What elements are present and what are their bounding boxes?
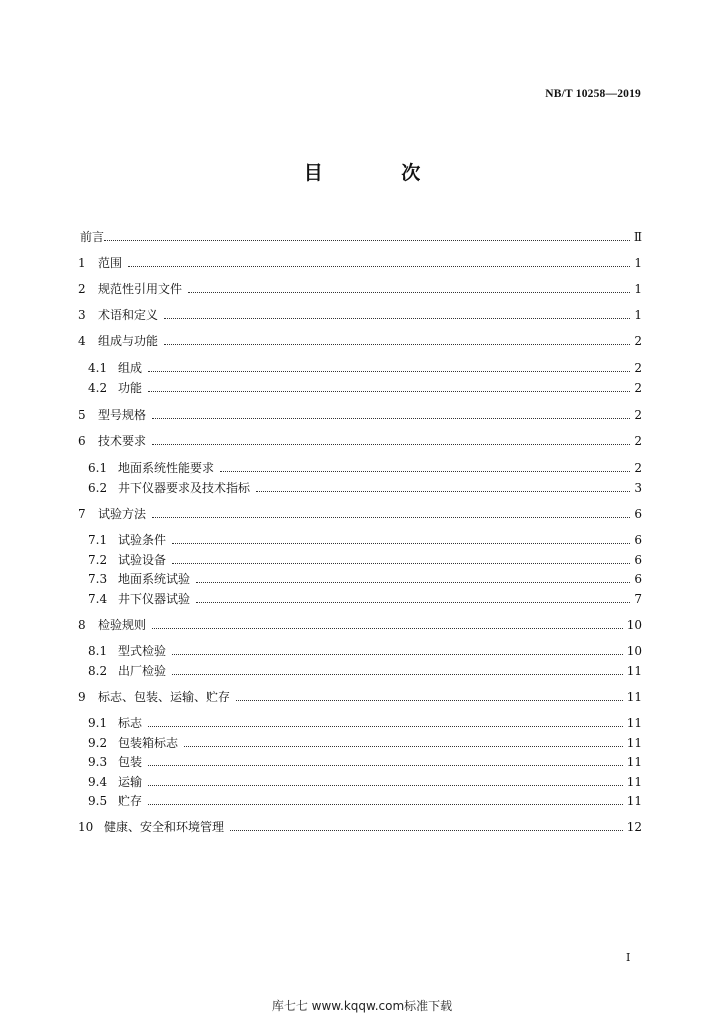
toc-entry-page: 11: [626, 775, 642, 789]
toc-entry-page: 11: [626, 716, 642, 730]
toc-entry[interactable]: [78, 226, 642, 244]
toc-entry-number: 4.1: [88, 361, 108, 375]
toc-entry-page: 6: [634, 572, 642, 586]
toc-entry-label: 井下仪器要求及技术指标: [118, 481, 251, 495]
toc-entry-page: 2: [634, 381, 642, 395]
toc-entry-number: 7.3: [88, 572, 108, 586]
toc-entry-number: 6: [78, 434, 86, 448]
toc-entry[interactable]: [78, 614, 642, 632]
toc-entry-page: 11: [626, 736, 642, 750]
toc-entry-number: 8.2: [88, 664, 108, 678]
standard-number: NB/T 10258—2019: [545, 88, 641, 100]
dot-leader: [148, 370, 630, 372]
toc-entry-page: 10: [626, 618, 642, 632]
toc-entry-number: 10: [78, 820, 94, 834]
toc-entry-label: 标志: [118, 716, 143, 730]
dot-leader: [152, 627, 623, 629]
toc-entry[interactable]: [88, 377, 642, 395]
dot-leader: [196, 581, 630, 583]
toc-entry[interactable]: [88, 660, 642, 678]
toc-entry-page: 1: [634, 282, 642, 296]
toc-entry-page: 2: [634, 361, 642, 375]
toc-entry-number: 7.4: [88, 592, 108, 606]
toc-entry-page: 1: [634, 256, 642, 270]
toc-entry[interactable]: [88, 568, 642, 586]
toc-entry-label: 技术要求: [98, 434, 147, 448]
toc-entry-label: 型式检验: [118, 644, 167, 658]
toc-entry-label: 试验方法: [98, 507, 147, 521]
toc-entry-number: 2: [78, 282, 86, 296]
dot-leader: [236, 699, 623, 701]
toc-entry-number: 4: [78, 334, 86, 348]
dot-leader: [230, 829, 623, 831]
dot-leader: [152, 516, 630, 518]
toc-entry-number: 6.1: [88, 461, 108, 475]
dot-leader: [148, 803, 623, 805]
toc-entry[interactable]: [78, 252, 642, 270]
toc-entry-label: 运输: [118, 775, 143, 789]
toc-entry-page: 6: [634, 553, 642, 567]
toc-entry-number: 3: [78, 308, 86, 322]
toc-entry-page: Ⅱ: [633, 230, 642, 244]
toc-entry[interactable]: [88, 588, 642, 606]
toc-entry-page: 11: [626, 690, 642, 704]
dot-leader: [148, 784, 623, 786]
toc-entry-page: 1: [634, 308, 642, 322]
toc-entry[interactable]: [78, 404, 642, 422]
toc-entry-label: 包装箱标志: [118, 736, 179, 750]
dot-leader: [164, 343, 630, 345]
toc-entry[interactable]: [78, 816, 642, 834]
dot-leader: [148, 725, 623, 727]
toc-entry-page: 11: [626, 755, 642, 769]
toc-entry-label: 功能: [118, 381, 143, 395]
toc-entry-number: 5: [78, 408, 86, 422]
toc-entry-number: 8.1: [88, 644, 108, 658]
toc-entry-number: 9: [78, 690, 86, 704]
toc-entry-page: 6: [634, 533, 642, 547]
toc-entry[interactable]: [88, 477, 642, 495]
toc-entry-page: 2: [634, 434, 642, 448]
toc-entry-page: 11: [626, 794, 642, 808]
toc-entry-label: 包装: [118, 755, 143, 769]
toc-entry-label: 井下仪器试验: [118, 592, 191, 606]
dot-leader: [152, 443, 630, 445]
dot-leader: [184, 745, 623, 747]
dot-leader: [172, 542, 630, 544]
toc-entry[interactable]: [88, 751, 642, 769]
toc-entry-label: 出厂检验: [118, 664, 167, 678]
toc-entry-label: 健康、安全和环境管理: [104, 820, 225, 834]
dot-leader: [164, 317, 630, 319]
toc-entry-number: 9.4: [88, 775, 108, 789]
toc-entry-number: 9.2: [88, 736, 108, 750]
toc-entry-label: 术语和定义: [98, 308, 159, 322]
toc-entry-label: 地面系统试验: [118, 572, 191, 586]
toc-entry-number: 4.2: [88, 381, 108, 395]
toc-entry-number: 9.5: [88, 794, 108, 808]
toc-entry-number: 9.3: [88, 755, 108, 769]
toc-entry-page: 2: [634, 461, 642, 475]
toc-entry-label: 地面系统性能要求: [118, 461, 215, 475]
dot-leader: [196, 601, 630, 603]
toc-entry-number: 7.1: [88, 533, 108, 547]
toc-entry[interactable]: [88, 732, 642, 750]
toc-entry-page: 2: [634, 408, 642, 422]
toc-entry[interactable]: [78, 686, 642, 704]
toc-entry-label: 标志、包装、运输、贮存: [98, 690, 231, 704]
toc-entry-label: 组成与功能: [98, 334, 159, 348]
dot-leader: [220, 470, 630, 472]
toc-entry-number: 6.2: [88, 481, 108, 495]
page-title: 目 次: [303, 162, 457, 184]
toc-entry[interactable]: [88, 457, 642, 475]
toc-entry-page: 10: [626, 644, 642, 658]
toc-entry[interactable]: [88, 771, 642, 789]
toc-entry[interactable]: [88, 357, 642, 375]
toc-entry-label: 规范性引用文件: [98, 282, 183, 296]
toc-entry-label: 组成: [118, 361, 143, 375]
watermark: 库七七 www.kqqw.com标准下载: [271, 999, 453, 1013]
toc-entry-label: 贮存: [118, 794, 143, 808]
toc-entry-label: 前言: [80, 230, 105, 244]
toc-entry-page: 12: [626, 820, 642, 834]
toc-entry-label: 试验设备: [118, 553, 167, 567]
toc-entry-page: 3: [634, 481, 642, 495]
toc-entry-page: 7: [634, 592, 642, 606]
toc-entry[interactable]: [88, 790, 642, 808]
dot-leader: [172, 653, 623, 655]
toc-entry-number: 1: [78, 256, 86, 270]
toc-entry[interactable]: [88, 712, 642, 730]
toc-entry-label: 检验规则: [98, 618, 147, 632]
toc-entry[interactable]: [78, 330, 642, 348]
toc-entry-number: 7: [78, 507, 86, 521]
toc-entry[interactable]: [78, 304, 642, 322]
dot-leader: [148, 764, 623, 766]
toc-entry-label: 型号规格: [98, 408, 147, 422]
toc-entry-page: 6: [634, 507, 642, 521]
dot-leader: [128, 265, 630, 267]
dot-leader: [172, 673, 623, 675]
toc-entry-page: 2: [634, 334, 642, 348]
toc-entry-number: 7.2: [88, 553, 108, 567]
toc-entry[interactable]: [88, 549, 642, 567]
toc-entry[interactable]: [78, 278, 642, 296]
toc-entry[interactable]: [88, 640, 642, 658]
page-number: I: [626, 951, 631, 964]
dot-leader: [256, 490, 630, 492]
toc-entry-label: 试验条件: [118, 533, 167, 547]
toc-entry-number: 9.1: [88, 716, 108, 730]
dot-leader: [148, 390, 630, 392]
toc-entry-number: 8: [78, 618, 86, 632]
toc-entry[interactable]: [78, 503, 642, 521]
dot-leader: [104, 239, 630, 241]
toc-entry[interactable]: [88, 529, 642, 547]
toc-entry-page: 11: [626, 664, 642, 678]
dot-leader: [188, 291, 630, 293]
dot-leader: [152, 417, 630, 419]
toc-entry[interactable]: [78, 430, 642, 448]
toc-entry-label: 范围: [98, 256, 123, 270]
dot-leader: [172, 562, 630, 564]
